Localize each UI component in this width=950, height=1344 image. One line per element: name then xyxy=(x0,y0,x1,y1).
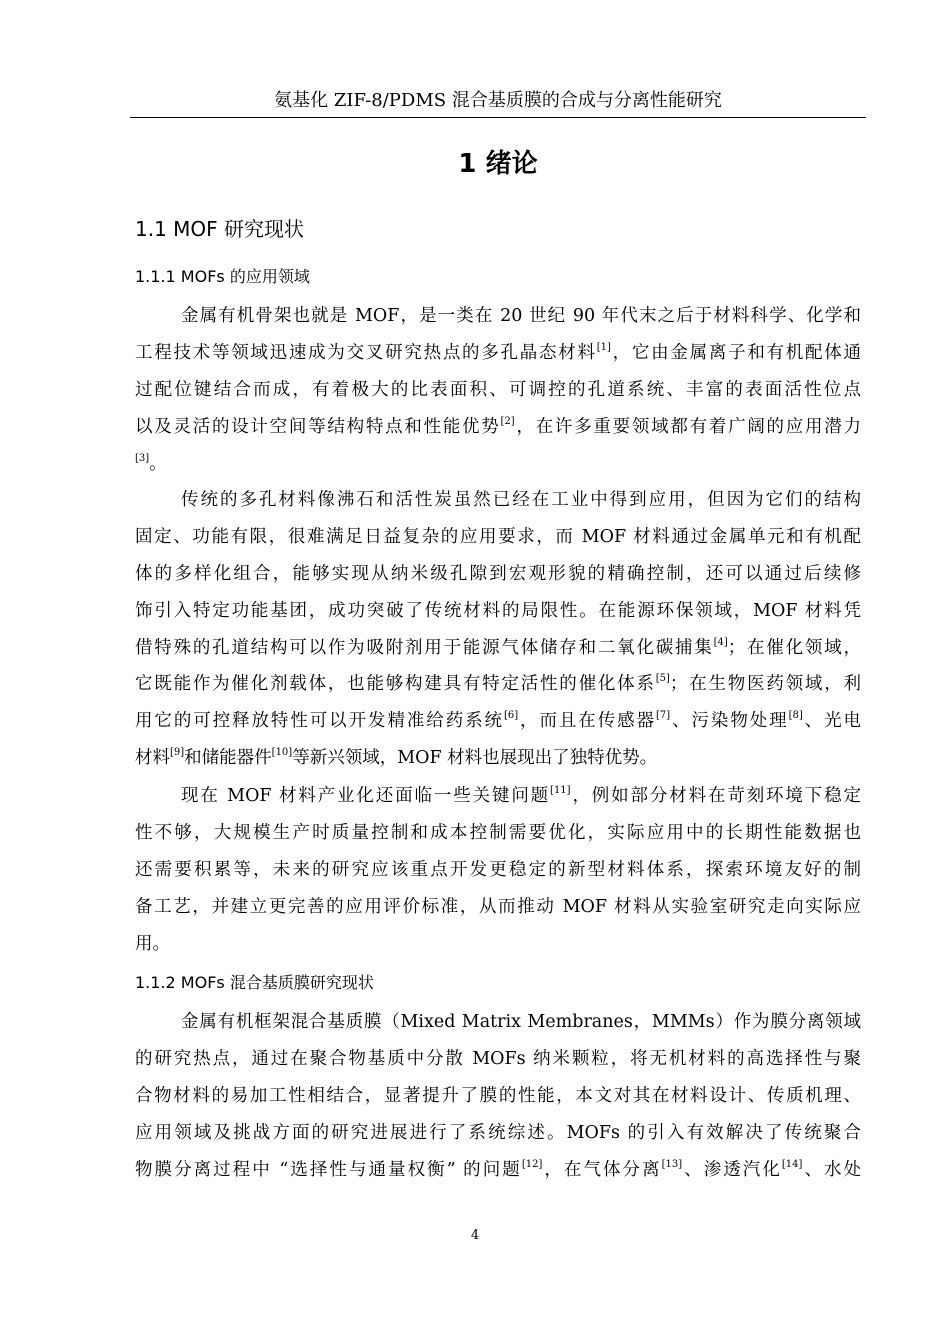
citation: [9] xyxy=(170,747,185,759)
paragraph-1 xyxy=(135,298,861,482)
paragraph-line: 工程技术等领域迅速成为交叉研究热点的多孔晶态材料[1]，它由金属离子和有机配体通 xyxy=(135,341,862,363)
paragraph-3 xyxy=(135,778,861,962)
paragraph-line: 借特殊的孔道结构可以作为吸附剂用于能源气体储存和二氧化碳捕集[4]；在催化领域， xyxy=(135,636,862,658)
subsection-heading-1: 1.1.1 MOFs 的应用领域 xyxy=(135,267,310,286)
paragraph-line: 金属有机框架混合基质膜（Mixed Matrix Membranes，MMMs）作为膜分离领域 xyxy=(181,1012,861,1032)
citation: [4] xyxy=(713,636,728,648)
paragraph-line: 以及灵活的设计空间等结构特点和性能优势[2]，在许多重要领域都有着广阔的应用潜力 xyxy=(135,415,862,437)
paragraph-line: 物膜分离过程中 “选择性与通量权衡” 的问题[12]，在气体分离[13]、渗透汽化[14]、水处 xyxy=(135,1158,862,1180)
running-header: 氨基化 ZIF-8/PDMS 混合基质膜的合成与分离性能研究 xyxy=(130,88,866,118)
citation: [1] xyxy=(596,341,611,353)
paragraph-line: 应用领域及挑战方面的研究进展进行了系统综述。MOFs 的引入有效解决了传统聚合 xyxy=(135,1122,861,1143)
paragraph-line: 饰引入特定功能基团，成功突破了传统材料的局限性。在能源环保领域，MOF 材料凭 xyxy=(135,600,861,621)
citation: [10] xyxy=(271,747,293,759)
paragraph-2 xyxy=(135,482,861,777)
paragraph-line: 合物材料的易加工性相结合，显著提升了膜的性能，本文对其在材料设计、传质机理、 xyxy=(135,1085,861,1106)
citation: [2] xyxy=(500,415,515,427)
citation: [7] xyxy=(655,710,671,722)
paragraph-line: 性不够，大规模生产时质量控制和成本控制需要优化，实际应用中的长期性能数据也 xyxy=(135,822,861,843)
chapter-title: 1 绪论 xyxy=(458,149,538,179)
citation: [8] xyxy=(788,710,803,722)
paragraph-line: 体的多样化组合，能够实现从纳米级孔隙到宏观形貌的精确控制，还可以通过后续修 xyxy=(135,563,861,584)
citation: [5] xyxy=(655,673,670,685)
paragraph-line: 用。 xyxy=(135,933,170,954)
section-heading: 1.1 MOF 研究现状 xyxy=(135,217,305,241)
page-number: 4 xyxy=(470,1228,480,1243)
citation: [3] xyxy=(135,452,150,464)
paragraph-line: 固定、功能有限，很难满足日益复杂的应用要求，而 MOF 材料通过金属单元和有机配 xyxy=(135,526,861,547)
citation: [12] xyxy=(521,1158,543,1170)
paragraph-line: 过配位键结合而成，有着极大的比表面积、可调控的孔道系统、丰富的表面活性位点 xyxy=(135,379,861,400)
paragraph-line: 现在 MOF 材料产业化还面临一些关键问题[11]，例如部分材料在苛刻环境下稳定 xyxy=(181,785,861,806)
paragraph-line: 的研究热点，通过在聚合物基质中分散 MOFs 纳米颗粒，将无机材料的高选择性与聚 xyxy=(135,1048,861,1069)
paragraph-line: 材料[9]和储能器件[10]等新兴领域，MOF 材料也展现出了独特优势。 xyxy=(135,747,658,769)
paragraph-line: 它既能作为催化剂载体，也能够构建具有特定活性的催化体系[5]；在生物医药领域，利 xyxy=(135,673,862,695)
paragraph-line: 备工艺，并建立更完善的应用评价标准，从而推动 MOF 材料从实验室研究走向实际应 xyxy=(135,896,861,917)
citation: [11] xyxy=(550,785,571,796)
citation: [13] xyxy=(661,1158,683,1170)
paragraph-line: 还需要积累等，未来的研究应该重点开发更稳定的新型材料体系，探索环境友好的制 xyxy=(135,859,861,880)
paragraph-line: 传统的多孔材料像沸石和活性炭虽然已经在工业中得到应用，但因为它们的结构 xyxy=(181,490,861,510)
paragraph-line: 用它的可控释放特性可以开发精准给药系统[6]，而且在传感器[7]、污染物处理[8]、光电 xyxy=(135,710,862,732)
paragraph-line: [3]。 xyxy=(135,452,167,474)
paragraph-line: 金属有机骨架也就是 MOF，是一类在 20 世纪 90 年代末之后于材料科学、化学和 xyxy=(181,306,861,326)
citation: [6] xyxy=(503,710,519,722)
citation: [14] xyxy=(781,1158,803,1170)
paragraph-4 xyxy=(135,1004,861,1188)
subsection-heading-2: 1.1.2 MOFs 混合基质膜研究现状 xyxy=(135,973,374,992)
